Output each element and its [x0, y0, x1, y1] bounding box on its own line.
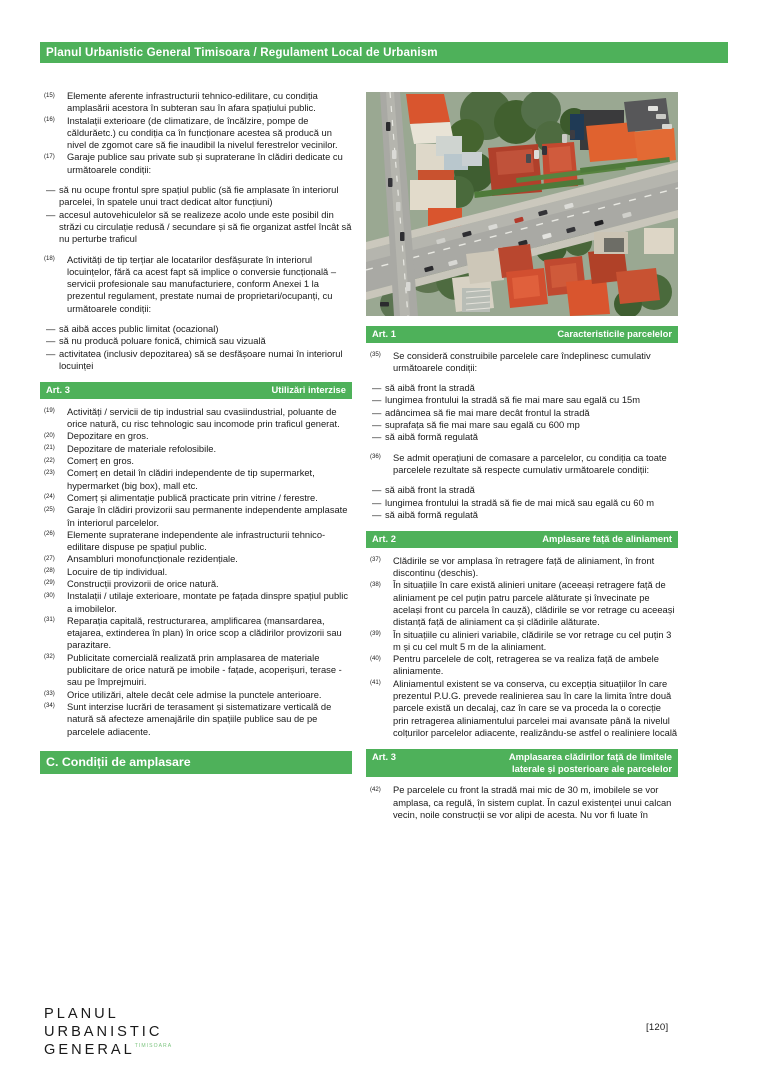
list-item: [366, 555, 678, 580]
dash-marker: —: [46, 348, 56, 359]
dash-marker: —: [372, 432, 382, 443]
item-text: Activități de tip terțiar ale locatarilor desfășurate în interiorul locuințelor, fără ca acest fapt să implice o conversie funcțională – servicii profesionale sau manufacturiere, conform Anexei 1 la prezentul regulament, prestate numai de proprietari/ocupanți, cu următoarele condiții:: [67, 254, 337, 314]
list-item: [40, 590, 352, 615]
dash-list-item: [366, 419, 678, 431]
dash-list-18: [40, 323, 352, 372]
dash-list-17: [40, 184, 352, 245]
logo-subtitle: TIMISOARA: [134, 1043, 173, 1050]
item-text: Comerț en detail în clădiri independente de tip supermarket, hypermarket (big box), mall etc.: [67, 468, 315, 491]
dash-list-item: [40, 335, 352, 347]
item-number: (25): [44, 505, 55, 513]
item-number: (32): [44, 653, 55, 661]
dash-list-item: [366, 497, 678, 509]
item-text: În situațiile cu alinieri variabile, clădirile se vor retrage cu cel puțin 3 m și cu cel mult 5 m de la aliniament.: [393, 629, 672, 652]
article-title-line2: laterale și posterioare ale parcelelor: [512, 762, 672, 774]
item-number: (41): [370, 679, 381, 687]
item-text: Publicitate comercială realizată prin amplasarea de materiale publicitare de orice natură pe imobile - fațade, acoperișuri, terase - sau pe împrejmuiri.: [67, 652, 342, 688]
logo-line-2: URBANISTIC: [44, 1024, 163, 1041]
article-title: Amplasare față de aliniament: [542, 533, 672, 545]
item-text: Comerț en gros.: [67, 456, 134, 467]
item-number: (21): [44, 444, 55, 452]
logo-line-1: PLANUL: [44, 1006, 119, 1022]
item-number: (35): [370, 351, 381, 359]
dash-list-item: [366, 509, 678, 521]
item-text: Se consideră construibile parcelele care îndeplinesc cumulativ următoarele condiții:: [393, 350, 651, 373]
list-item: [40, 553, 352, 565]
dash-list-item: [366, 382, 678, 394]
dash-text: să aibă acces public limitat (ocazional): [59, 324, 219, 335]
list-item: [40, 689, 352, 701]
dash-marker: —: [372, 497, 382, 508]
item-number: (27): [44, 554, 55, 562]
dash-text: să aibă formă regulată: [385, 432, 478, 443]
item-number: (23): [44, 468, 55, 476]
dash-list-item: [366, 407, 678, 419]
dash-marker: —: [46, 185, 56, 196]
item-text: Elemente aferente infrastructurii tehnico-edilitare, cu condiția amplasării acestora în subteran sau în afara spațiului public.: [67, 91, 318, 114]
dash-text: să nu ocupe frontul spre spațiul public (să fie amplasate în interiorul parcelei, în spatele unui tract dedicat altor funcțiuni): [59, 185, 339, 208]
item-number: (38): [370, 580, 381, 588]
dash-text: lungimea frontului la stradă să fie de mai mică sau egală cu 60 m: [385, 497, 655, 508]
aerial-photo-image: [366, 92, 678, 316]
list-item: [366, 579, 678, 628]
item-number: (29): [44, 579, 55, 587]
item-text: Ansambluri monofuncționale rezidențiale.: [67, 554, 238, 565]
list-item: [366, 653, 678, 678]
article-title: Caracteristicile parcelelor: [557, 328, 672, 339]
list-item: [40, 615, 352, 652]
list-item: [40, 504, 352, 529]
item-text: Depozitare en gros.: [67, 431, 149, 442]
list-item: [366, 784, 678, 821]
section-header-c: C. Condiții de amplasare: [40, 751, 352, 774]
dash-text: adâncimea să fie mai mare decât frontul la stradă: [385, 407, 590, 418]
article-label: Art. 3: [372, 751, 396, 763]
dash-marker: —: [372, 407, 382, 418]
item-number: (18): [44, 255, 55, 263]
item-number: (34): [44, 702, 55, 710]
dash-text: suprafața să fie mai mare sau egală cu 600 mp: [385, 420, 580, 431]
item-text: Instalații / utilaje exterioare, montate pe fațada dinspre spațiul public a imobilelor.: [67, 591, 348, 614]
item-text: În situațiile în care există alinieri unitare (aceeași retragere față de aliniament pe cel puțin patru parcele alăturate și învecinate pe același front cu parcela în cauză), clădirile se vor retrage cu aceeași distanță față de aliniament ca și clădirile alăturate.: [393, 580, 675, 628]
article-label: Art. 3: [46, 384, 70, 396]
article-header-art1: [366, 326, 678, 343]
item-text: Clădirile se vor amplasa în retragere față de aliniament, în front discontinu (deschis).: [393, 555, 655, 579]
footer-logo: [44, 1005, 173, 1060]
dash-text: lungimea frontului la stradă să fie mai mare sau egală cu 15m: [385, 395, 641, 406]
article-label: Art. 1: [372, 328, 396, 339]
dash-marker: —: [372, 383, 382, 394]
list-item: [366, 629, 678, 654]
dash-list-item: [40, 348, 352, 373]
item-number: (26): [44, 530, 55, 538]
dash-text: să aibă front la stradă: [385, 383, 475, 394]
dash-marker: —: [46, 336, 56, 347]
dash-list-item: [40, 209, 352, 246]
list-item: [40, 443, 352, 455]
list-item: [40, 151, 352, 176]
item-number: (42): [370, 785, 381, 793]
item-text: Garaje în clădiri provizorii sau permanente independente amplasate în interiorul parcelelor.: [67, 505, 348, 528]
item-number: (33): [44, 690, 55, 698]
item-number: (17): [44, 152, 55, 160]
dash-text: activitatea (inclusiv depozitarea) să se desfășoare numai în interiorul locuinței: [59, 348, 343, 371]
item-number: (39): [370, 630, 381, 638]
item-number: (24): [44, 493, 55, 501]
list-item: [40, 578, 352, 590]
dash-text: să nu producă poluare fonică, chimică sau vizuală: [59, 336, 266, 347]
article-title: Utilizări interzise: [271, 384, 346, 396]
page-header-bar: [40, 42, 728, 63]
item-text: Locuire de tip individual.: [67, 566, 168, 577]
list-item: [40, 115, 352, 152]
left-column: [40, 90, 352, 774]
list-item: [40, 701, 352, 738]
list-item: [40, 455, 352, 467]
dash-marker: —: [372, 420, 382, 431]
list-item: [366, 678, 678, 739]
item-text: Instalații exterioare (de climatizare, de încălzire, pompe de căldurăetc.) cu condiția ca în funcționare acestea să producă un nivel de zgomot care să fie inaudibil la nivelul ferestrelor vecinilor.: [67, 115, 338, 151]
item-text: Pentru parcelele de colț, retragerea se va realiza față de ambele aliniamente.: [393, 654, 659, 677]
dash-text: să aibă front la stradă: [385, 485, 475, 496]
list-item: [40, 254, 352, 315]
article-label: Art. 2: [372, 533, 396, 545]
list-item: [40, 467, 352, 492]
list-item: [366, 452, 678, 477]
item-number: (16): [44, 116, 55, 124]
article-title: [458, 751, 672, 774]
item-number: (31): [44, 616, 55, 624]
item-text: Garaje publice sau private sub și supraterane în clădiri dedicate cu următoarele condiții:: [67, 152, 343, 175]
item-number: (30): [44, 591, 55, 599]
list-item: [366, 350, 678, 375]
dash-marker: —: [372, 395, 382, 406]
dash-list-item: [40, 323, 352, 335]
list-item: [40, 652, 352, 689]
dash-list-item: [40, 184, 352, 209]
dash-marker: —: [372, 485, 382, 496]
dash-list-item: [366, 431, 678, 443]
article-header-art3-right: [366, 749, 678, 777]
dash-marker: —: [46, 209, 56, 220]
list-item: [40, 492, 352, 504]
item-text: Activități / servicii de tip industrial sau cvasiindustrial, poluante de orice natură, cu risc tehnologic sau incomode prin traficul generat.: [67, 406, 340, 430]
dash-marker: —: [46, 324, 56, 335]
item-number: (22): [44, 456, 55, 464]
item-number: (20): [44, 431, 55, 439]
item-text: Orice utilizări, altele decât cele admise la punctele anterioare.: [67, 689, 322, 700]
item-number: (37): [370, 556, 381, 564]
item-number: (19): [44, 407, 55, 415]
aerial-photo: [366, 92, 678, 316]
dash-list-36: [366, 484, 678, 521]
list-item: [40, 430, 352, 442]
logo-line-3: [44, 1041, 173, 1059]
item-text: Aliniamentul existent se va conserva, cu excepția situațiilor în care prezentul P.U.G. prevede realinierea sau în care la limita între două parcele există un decalaj, caz în care se va proceda la o corecție prin retragerea aliniamentului parcelei mai avansate până la nivelul colțurilor parcelelor adiacente, realizându-se astfel o realiniere locală: [393, 678, 678, 738]
list-item: [40, 529, 352, 554]
item-text: Depozitare de materiale refolosibile.: [67, 443, 217, 454]
dash-list-item: [366, 394, 678, 406]
right-column: [366, 326, 678, 821]
list-item: [40, 406, 352, 431]
item-number: (40): [370, 654, 381, 662]
article-header-art2: [366, 531, 678, 548]
page-header-title: Planul Urbanistic General Timisoara / Regulament Local de Urbanism: [46, 46, 438, 59]
page-number: [120]: [646, 1022, 669, 1033]
item-text: Comerț și alimentație publică practicate prin vitrine / ferestre.: [67, 492, 318, 503]
item-text: Se admit operațiuni de comasare a parcelelor, cu condiția ca toate parcelele rezultate să respecte cumulativ următoarele condiții:: [393, 452, 667, 475]
dash-list-35: [366, 382, 678, 443]
list-item: [40, 566, 352, 578]
item-text: Elemente supraterane independente ale infrastructurii tehnico-edilitare dispuse pe spațiul public.: [67, 529, 326, 553]
dash-text: să aibă formă regulată: [385, 509, 478, 520]
dash-list-item: [366, 484, 678, 496]
article-header-art3-left: [40, 382, 352, 399]
item-text: Reparația capitală, restructurarea, amplificarea (mansardarea, etajarea, extinderea în plan) în orice scop a clădirilor provizorii sau parazitare.: [67, 615, 342, 651]
dash-text: accesul autovehiculelor să se realizeze acolo unde este posibil din străzi cu circulație redusă / secundare și să fie organizat astfel încât să nu perturbe traficul: [59, 209, 352, 245]
item-text: Pe parcelele cu front la stradă mai mic de 30 m, imobilele se vor amplasa, ca regulă, în sistem cuplat. În cazul existenței unui calcan vecin, noile construcții se vor alipi de acesta. Nu vor fi luate în: [393, 785, 672, 820]
dash-marker: —: [372, 509, 382, 520]
item-number: (15): [44, 91, 55, 99]
item-text: Sunt interzise lucrări de terasament și sistematizare verticală de natură să afecteze amenajările din spațiile publice sau de pe parcelele adiacente.: [67, 701, 332, 737]
article-title-line1: Amplasarea clădirilor față de limitele: [508, 751, 672, 763]
item-number: (36): [370, 453, 381, 461]
logo-line-3-text: GENERAL: [44, 1042, 135, 1059]
item-text: Construcții provizorii de orice natură.: [67, 578, 219, 589]
list-item: [40, 90, 352, 115]
item-number: (28): [44, 567, 55, 575]
